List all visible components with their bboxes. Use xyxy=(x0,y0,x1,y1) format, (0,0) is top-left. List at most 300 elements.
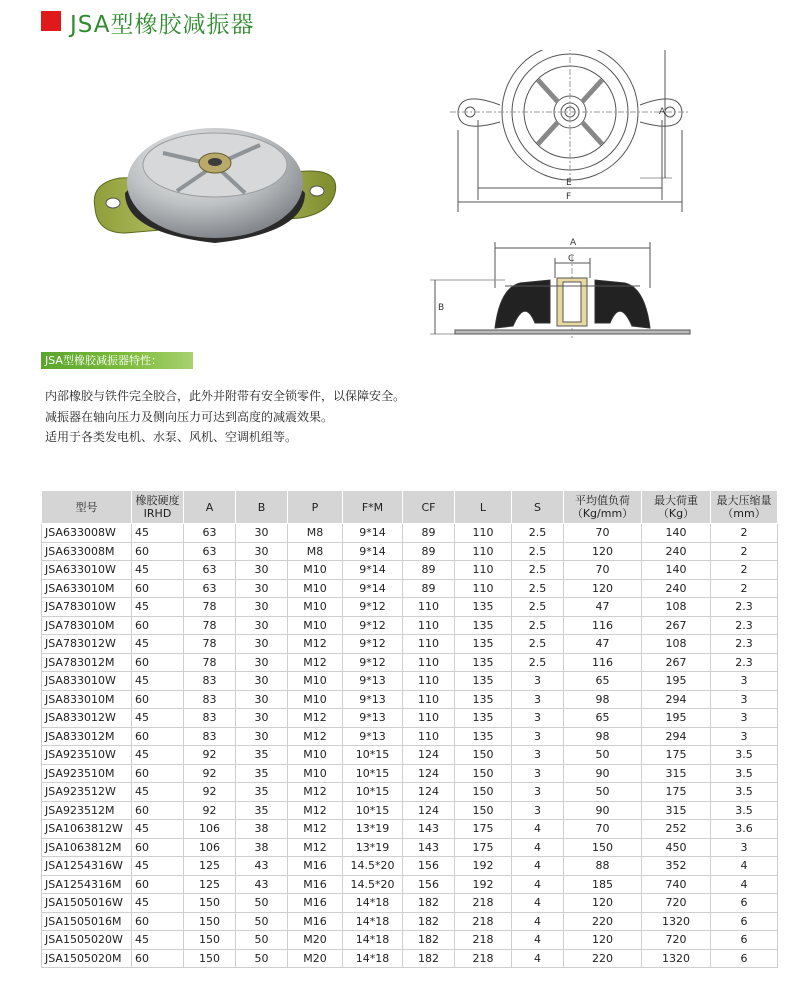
table-cell: 143 xyxy=(403,820,455,839)
table-cell: 10*15 xyxy=(343,764,403,783)
table-cell: M16 xyxy=(288,857,343,876)
table-cell: JSA783012W xyxy=(42,635,132,654)
table-cell: 150 xyxy=(455,801,512,820)
table-cell: 30 xyxy=(236,690,288,709)
table-cell: 135 xyxy=(455,653,512,672)
table-cell: 30 xyxy=(236,524,288,543)
column-header-line2: IRHD xyxy=(143,507,172,520)
table-cell: 3 xyxy=(711,838,778,857)
table-cell: JSA1063812M xyxy=(42,838,132,857)
table-cell: JSA1063812W xyxy=(42,820,132,839)
table-cell: 3 xyxy=(711,709,778,728)
column-header-line1: 平均值负荷 xyxy=(575,494,630,507)
table-cell: JSA1505016W xyxy=(42,894,132,913)
table-cell: 156 xyxy=(403,857,455,876)
table-cell: 78 xyxy=(184,616,236,635)
table-cell: 10*15 xyxy=(343,746,403,765)
table-cell: 30 xyxy=(236,672,288,691)
table-cell: 4 xyxy=(512,931,564,950)
table-cell: 140 xyxy=(642,561,711,580)
table-cell: 78 xyxy=(184,653,236,672)
column-header xyxy=(512,491,564,524)
table-cell: 3.5 xyxy=(711,783,778,802)
column-header-line1: 型号 xyxy=(75,500,98,514)
table-cell: 740 xyxy=(642,875,711,894)
product-photo xyxy=(85,83,345,268)
table-cell: 9*12 xyxy=(343,598,403,617)
table-cell: 116 xyxy=(564,616,642,635)
table-cell: 45 xyxy=(132,931,184,950)
table-row xyxy=(42,653,778,672)
table-cell: 3 xyxy=(711,672,778,691)
table-cell: 83 xyxy=(184,672,236,691)
table-cell: 83 xyxy=(184,727,236,746)
table-cell: 92 xyxy=(184,764,236,783)
dim-c-label: C xyxy=(568,254,575,264)
table-cell: 116 xyxy=(564,653,642,672)
table-cell: 14*18 xyxy=(343,949,403,968)
table-cell: 2.3 xyxy=(711,635,778,654)
dim-b-label: B xyxy=(438,303,445,313)
table-cell: 294 xyxy=(642,727,711,746)
table-cell: M10 xyxy=(288,579,343,598)
table-cell: JSA783012M xyxy=(42,653,132,672)
table-cell: 720 xyxy=(642,931,711,950)
table-cell: 150 xyxy=(184,949,236,968)
table-cell: JSA1505020M xyxy=(42,949,132,968)
table-cell: 3 xyxy=(512,746,564,765)
table-cell: 124 xyxy=(403,801,455,820)
table-cell: M10 xyxy=(288,561,343,580)
table-cell: 60 xyxy=(132,801,184,820)
table-cell: 30 xyxy=(236,598,288,617)
table-cell: 150 xyxy=(455,764,512,783)
table-cell: 4 xyxy=(512,894,564,913)
table-cell: 14.5*20 xyxy=(343,857,403,876)
table-cell: 352 xyxy=(642,857,711,876)
table-cell: 220 xyxy=(564,912,642,931)
table-cell: JSA923512M xyxy=(42,801,132,820)
table-cell: 110 xyxy=(403,616,455,635)
table-cell: 83 xyxy=(184,709,236,728)
table-cell: 150 xyxy=(184,931,236,950)
table-cell: 218 xyxy=(455,949,512,968)
table-cell: 9*13 xyxy=(343,690,403,709)
table-cell: 78 xyxy=(184,635,236,654)
column-header-line1: 最大荷重 xyxy=(654,494,698,507)
table-cell: 124 xyxy=(403,764,455,783)
table-cell: 9*14 xyxy=(343,542,403,561)
table-cell: 3 xyxy=(512,672,564,691)
table-cell: M10 xyxy=(288,598,343,617)
table-cell: 150 xyxy=(184,912,236,931)
column-header xyxy=(403,491,455,524)
table-cell: JSA923510W xyxy=(42,746,132,765)
table-cell: 6 xyxy=(711,931,778,950)
title-marker xyxy=(41,11,61,31)
table-cell: 720 xyxy=(642,894,711,913)
top-view-drawing xyxy=(450,50,690,215)
table-cell: 218 xyxy=(455,894,512,913)
table-cell: 4 xyxy=(512,949,564,968)
table-cell: 4 xyxy=(512,820,564,839)
table-cell: JSA1505016M xyxy=(42,912,132,931)
table-cell: 90 xyxy=(564,801,642,820)
table-cell: 60 xyxy=(132,616,184,635)
table-cell: 110 xyxy=(403,709,455,728)
table-cell: JSA833012W xyxy=(42,709,132,728)
table-cell: 60 xyxy=(132,653,184,672)
table-cell: JSA833012M xyxy=(42,727,132,746)
column-header xyxy=(236,491,288,524)
table-row xyxy=(42,542,778,561)
table-cell: 195 xyxy=(642,672,711,691)
table-cell: JSA833010M xyxy=(42,690,132,709)
table-cell: 2.3 xyxy=(711,616,778,635)
column-header-line1: L xyxy=(479,500,487,514)
table-cell: M8 xyxy=(288,524,343,543)
table-cell: 120 xyxy=(564,931,642,950)
table-cell: 2.3 xyxy=(711,653,778,672)
table-cell: JSA633010M xyxy=(42,579,132,598)
table-cell: 6 xyxy=(711,894,778,913)
table-cell: JSA633008M xyxy=(42,542,132,561)
table-cell: 1320 xyxy=(642,912,711,931)
table-row xyxy=(42,783,778,802)
dim-f-label: F xyxy=(566,192,572,202)
table-cell: 45 xyxy=(132,894,184,913)
table-cell: 294 xyxy=(642,690,711,709)
table-cell: 89 xyxy=(403,561,455,580)
table-row xyxy=(42,801,778,820)
table-cell: 45 xyxy=(132,672,184,691)
table-cell: 6 xyxy=(711,949,778,968)
table-row xyxy=(42,690,778,709)
table-cell: 3 xyxy=(512,690,564,709)
table-cell: 92 xyxy=(184,801,236,820)
table-cell: JSA833010W xyxy=(42,672,132,691)
table-cell: 83 xyxy=(184,690,236,709)
table-row xyxy=(42,672,778,691)
table-cell: 150 xyxy=(455,746,512,765)
table-cell: 89 xyxy=(403,542,455,561)
table-cell: 120 xyxy=(564,542,642,561)
table-cell: 4 xyxy=(512,912,564,931)
table-cell: 2 xyxy=(711,561,778,580)
table-cell: 182 xyxy=(403,949,455,968)
table-cell: 60 xyxy=(132,542,184,561)
side-section-drawing xyxy=(425,228,695,340)
table-cell: M12 xyxy=(288,653,343,672)
table-row xyxy=(42,598,778,617)
column-header-line1: A xyxy=(205,500,214,514)
table-cell: 45 xyxy=(132,709,184,728)
table-cell: 50 xyxy=(564,783,642,802)
table-cell: 63 xyxy=(184,561,236,580)
table-cell: 124 xyxy=(403,783,455,802)
table-cell: 108 xyxy=(642,635,711,654)
dim-a-side-label: A xyxy=(570,238,577,248)
table-cell: 150 xyxy=(455,783,512,802)
feature-item: 适用于各类发电机、水泵、风机、空调机组等。 xyxy=(45,430,298,444)
table-cell: 63 xyxy=(184,524,236,543)
column-header-line1: P xyxy=(311,500,319,514)
table-cell: 89 xyxy=(403,524,455,543)
table-cell: 43 xyxy=(236,875,288,894)
column-header xyxy=(711,491,778,524)
table-cell: 182 xyxy=(403,931,455,950)
table-cell: 35 xyxy=(236,801,288,820)
features-heading: JSA型橡胶减振器特性： xyxy=(41,352,193,369)
table-cell: 60 xyxy=(132,949,184,968)
table-cell: 2.5 xyxy=(512,635,564,654)
table-cell: 45 xyxy=(132,524,184,543)
table-cell: 195 xyxy=(642,709,711,728)
column-header-line1: B xyxy=(257,500,266,514)
table-cell: 110 xyxy=(403,672,455,691)
table-cell: 63 xyxy=(184,579,236,598)
table-cell: 218 xyxy=(455,912,512,931)
table-cell: 45 xyxy=(132,857,184,876)
table-cell: 267 xyxy=(642,616,711,635)
table-cell: 120 xyxy=(564,894,642,913)
table-cell: 150 xyxy=(184,894,236,913)
table-cell: 38 xyxy=(236,820,288,839)
table-cell: 4 xyxy=(711,857,778,876)
table-cell: 1320 xyxy=(642,949,711,968)
table-cell: 45 xyxy=(132,561,184,580)
table-cell: 92 xyxy=(184,783,236,802)
table-row xyxy=(42,949,778,968)
table-cell: 135 xyxy=(455,709,512,728)
table-cell: 45 xyxy=(132,820,184,839)
table-cell: 3 xyxy=(512,709,564,728)
table-cell: 110 xyxy=(455,542,512,561)
table-row xyxy=(42,746,778,765)
table-cell: 9*14 xyxy=(343,561,403,580)
column-header-line2: （Kg/mm） xyxy=(571,507,634,520)
column-header-line1: 最大压缩量 xyxy=(716,494,772,507)
table-row xyxy=(42,912,778,931)
table-cell: 2.3 xyxy=(711,598,778,617)
table-cell: 45 xyxy=(132,635,184,654)
table-cell: 35 xyxy=(236,783,288,802)
table-cell: 10*15 xyxy=(343,783,403,802)
table-cell: 110 xyxy=(403,727,455,746)
table-body xyxy=(42,524,778,968)
dim-a-label: A xyxy=(659,107,666,117)
table-cell: 240 xyxy=(642,579,711,598)
table-cell: 110 xyxy=(403,598,455,617)
table-cell: 70 xyxy=(564,561,642,580)
table-cell: 110 xyxy=(403,653,455,672)
column-header xyxy=(642,491,711,524)
table-row xyxy=(42,838,778,857)
table-row xyxy=(42,764,778,783)
table-cell: M12 xyxy=(288,709,343,728)
column-header xyxy=(564,491,642,524)
table-cell: 30 xyxy=(236,616,288,635)
table-row xyxy=(42,561,778,580)
column-header-line1: 橡胶硬度 xyxy=(135,494,180,507)
table-cell: 60 xyxy=(132,579,184,598)
table-cell: 43 xyxy=(236,857,288,876)
table-cell: 135 xyxy=(455,616,512,635)
table-cell: 9*12 xyxy=(343,616,403,635)
table-cell: 63 xyxy=(184,542,236,561)
table-cell: 14.5*20 xyxy=(343,875,403,894)
table-cell: 2.5 xyxy=(512,616,564,635)
table-cell: 3 xyxy=(711,690,778,709)
table-cell: M12 xyxy=(288,801,343,820)
table-cell: JSA633010W xyxy=(42,561,132,580)
table-cell: M20 xyxy=(288,931,343,950)
table-cell: 47 xyxy=(564,635,642,654)
table-cell: M16 xyxy=(288,875,343,894)
table-row xyxy=(42,857,778,876)
table-cell: 98 xyxy=(564,690,642,709)
column-header xyxy=(184,491,236,524)
table-cell: M16 xyxy=(288,894,343,913)
table-row xyxy=(42,579,778,598)
table-cell: 60 xyxy=(132,690,184,709)
table-row xyxy=(42,875,778,894)
table-cell: 3 xyxy=(512,801,564,820)
table-cell: 45 xyxy=(132,783,184,802)
table-cell: 90 xyxy=(564,764,642,783)
table-cell: M10 xyxy=(288,672,343,691)
table-cell: 192 xyxy=(455,857,512,876)
dim-e-label: E xyxy=(566,178,572,188)
table-cell: 65 xyxy=(564,672,642,691)
table-cell: JSA633008W xyxy=(42,524,132,543)
table-cell: 140 xyxy=(642,524,711,543)
table-cell: 124 xyxy=(403,746,455,765)
spec-table xyxy=(41,490,778,968)
table-cell: 175 xyxy=(642,746,711,765)
table-cell: 3 xyxy=(512,727,564,746)
table-cell: 240 xyxy=(642,542,711,561)
table-cell: 3.5 xyxy=(711,764,778,783)
table-cell: 38 xyxy=(236,838,288,857)
table-cell: 13*19 xyxy=(343,820,403,839)
table-cell: 3.5 xyxy=(711,801,778,820)
table-cell: 10*15 xyxy=(343,801,403,820)
table-row xyxy=(42,635,778,654)
table-cell: 9*14 xyxy=(343,579,403,598)
column-header xyxy=(42,491,132,524)
table-cell: 2.5 xyxy=(512,579,564,598)
table-cell: 30 xyxy=(236,561,288,580)
feature-item: 内部橡胶与铁件完全胶合，此外并附带有安全锁零件，以保障安全。 xyxy=(45,389,406,403)
table-cell: 4 xyxy=(711,875,778,894)
table-cell: 110 xyxy=(455,561,512,580)
table-cell: 143 xyxy=(403,838,455,857)
table-cell: 110 xyxy=(455,524,512,543)
feature-item: 减振器在轴向压力及侧向压力可达到高度的减震效果。 xyxy=(45,409,334,424)
table-cell: 9*13 xyxy=(343,672,403,691)
table-cell: 35 xyxy=(236,764,288,783)
table-cell: 135 xyxy=(455,635,512,654)
table-cell: 175 xyxy=(455,838,512,857)
table-cell: 125 xyxy=(184,857,236,876)
table-cell: 135 xyxy=(455,598,512,617)
table-cell: 315 xyxy=(642,801,711,820)
table-cell: 3.5 xyxy=(711,746,778,765)
table-cell: M20 xyxy=(288,949,343,968)
table-cell: 9*12 xyxy=(343,653,403,672)
table-cell: 9*12 xyxy=(343,635,403,654)
table-cell: 3.6 xyxy=(711,820,778,839)
table-cell: 92 xyxy=(184,746,236,765)
table-cell: 3 xyxy=(512,764,564,783)
table-cell: 220 xyxy=(564,949,642,968)
table-cell: 98 xyxy=(564,727,642,746)
table-cell: 135 xyxy=(455,672,512,691)
column-header xyxy=(343,491,403,524)
table-cell: 156 xyxy=(403,875,455,894)
table-cell: 4 xyxy=(512,838,564,857)
table-cell: 50 xyxy=(236,894,288,913)
table-cell: 2.5 xyxy=(512,542,564,561)
table-cell: M12 xyxy=(288,783,343,802)
table-cell: 110 xyxy=(403,635,455,654)
table-cell: 30 xyxy=(236,579,288,598)
table-cell: 150 xyxy=(564,838,642,857)
column-header xyxy=(132,491,184,524)
table-cell: 192 xyxy=(455,875,512,894)
table-cell: M12 xyxy=(288,838,343,857)
table-cell: 108 xyxy=(642,598,711,617)
table-row xyxy=(42,709,778,728)
table-cell: 88 xyxy=(564,857,642,876)
column-header xyxy=(288,491,343,524)
table-cell: M10 xyxy=(288,764,343,783)
table-cell: JSA1505020W xyxy=(42,931,132,950)
table-cell: 9*13 xyxy=(343,709,403,728)
table-cell: 267 xyxy=(642,653,711,672)
table-cell: 2.5 xyxy=(512,653,564,672)
table-cell: 185 xyxy=(564,875,642,894)
table-cell: M10 xyxy=(288,690,343,709)
features-list xyxy=(45,386,405,448)
table-cell: 60 xyxy=(132,764,184,783)
table-cell: 30 xyxy=(236,653,288,672)
table-cell: M10 xyxy=(288,616,343,635)
column-header-line2: （Kg） xyxy=(657,507,695,520)
table-cell: 70 xyxy=(564,524,642,543)
table-cell: 315 xyxy=(642,764,711,783)
table-cell: 2 xyxy=(711,579,778,598)
table-cell: 14*18 xyxy=(343,931,403,950)
table-cell: 30 xyxy=(236,709,288,728)
table-cell: 60 xyxy=(132,727,184,746)
table-cell: 30 xyxy=(236,727,288,746)
table-cell: 45 xyxy=(132,598,184,617)
table-row xyxy=(42,727,778,746)
table-cell: 135 xyxy=(455,727,512,746)
table-row xyxy=(42,616,778,635)
table-row xyxy=(42,820,778,839)
table-cell: 106 xyxy=(184,820,236,839)
table-cell: M10 xyxy=(288,746,343,765)
table-cell: 50 xyxy=(236,931,288,950)
table-cell: JSA783010M xyxy=(42,616,132,635)
table-cell: 182 xyxy=(403,894,455,913)
table-cell: 252 xyxy=(642,820,711,839)
table-cell: 4 xyxy=(512,857,564,876)
table-cell: 47 xyxy=(564,598,642,617)
